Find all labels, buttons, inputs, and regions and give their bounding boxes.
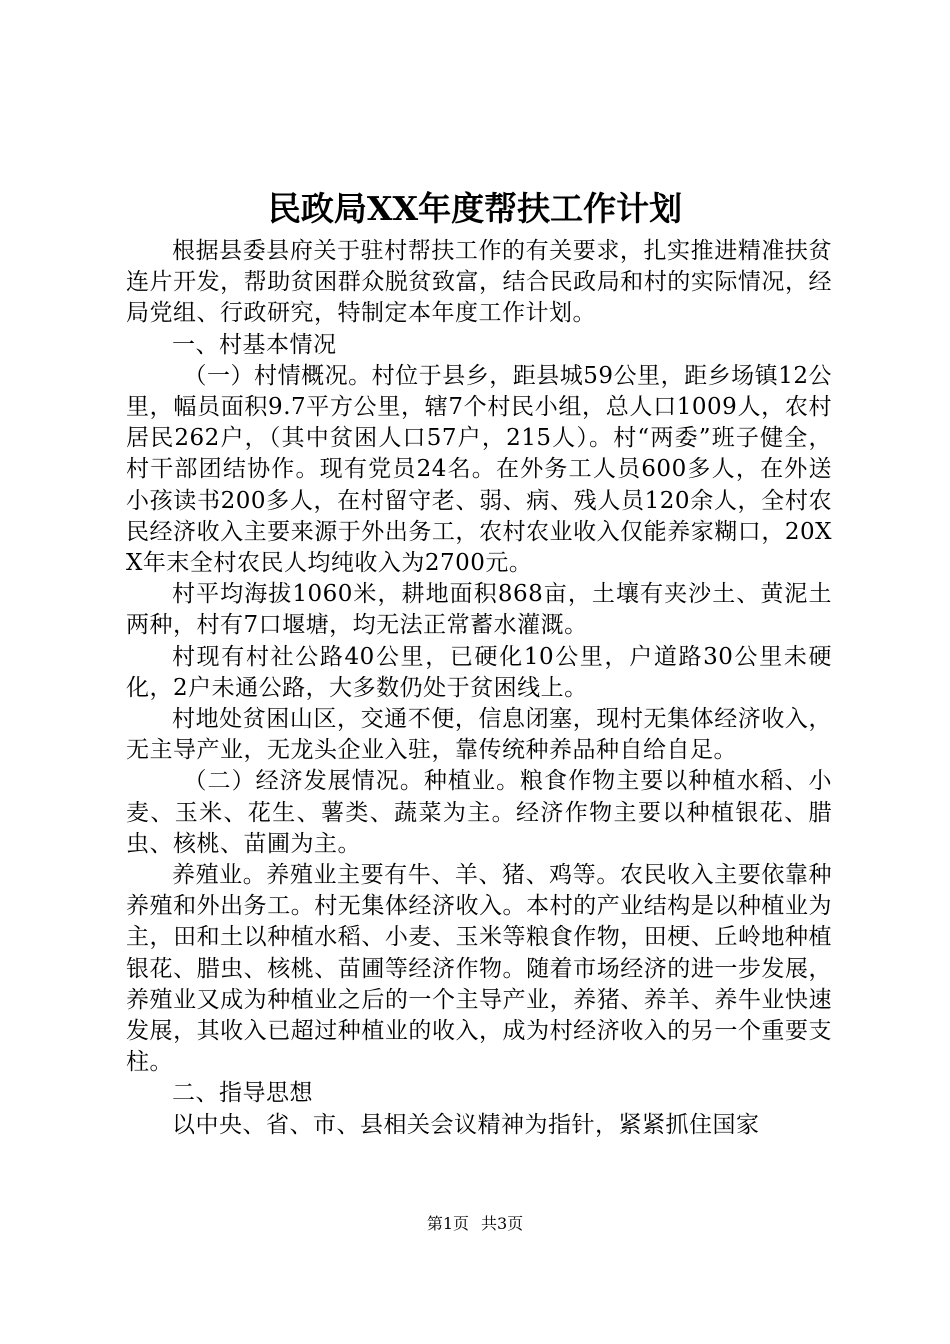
paragraph-roads: 村现有村社公路40公里，已硬化10公里，户道路30公里未硬化，2户未通公路，大多数仍处于贫困线上。 [126,643,832,701]
paragraph-poverty-area: 村地处贫困山区，交通不便，信息闭塞，现村无集体经济收入，无主导产业，无龙头企业入驻，靠传统种养品种自给自足。 [126,706,832,764]
page-footer [0,1212,950,1236]
section-heading-1: 一、村基本情况 [172,331,337,358]
document-title: 民政局XX年度帮扶工作计划 [267,189,683,228]
paragraph-guiding: 以中央、省、市、县相关会议精神为指针，紧紧抓住国家 [172,1111,760,1138]
paragraph-breeding: 养殖业。养殖业主要有牛、羊、猪、鸡等。农民收入主要依靠种养殖和外出务工。村无集体经济收入。本村的产业结构是以种植业为主，田和土以种植水稻、小麦、玉米等粮食作物，田梗、丘岭地种植银花、腊虫、核桃、苗圃等经济作物。随着市场经济的进一步发展，养殖业又成为种植业之后的一个主导产业，养猪、养羊、养牛业快速发展，其收入已超过种植业的收入，成为村经济收入的另一个重要支柱。 [126,862,832,1076]
document-body [126,236,832,1141]
paragraph-village-overview: （一）村情概况。村位于县乡，距县城59公里，距乡场镇12公里，幅员面积9.7平方公里，辖7个村民小组，总人口1009人，农村居民262户，（其中贫困人口57户，215人）。村“两委”班子健全，村干部团结协作。现有党员24名。在外务工人员600多人，在外送小孩读书200多人，在村留守老、弱、病、残人员120余人，全村农民经济收入主要来源于外出务工，农村农业收入仅能养家糊口，20XX年末全村农民人均纯收入为2700元。 [126,362,832,577]
paragraph-economy: （二）经济发展情况。种植业。粮食作物主要以种植水稻、小麦、玉米、花生、薯类、蔬菜为主。经济作物主要以种植银花、腊虫、核桃、苗圃为主。 [126,768,832,857]
page-number: 第1页 [426,1214,469,1233]
paragraph-altitude: 村平均海拔1060米，耕地面积868亩，土壤有夹沙土、黄泥土两种，村有7口堰塘，均无法正常蓄水灌溉。 [126,581,832,639]
page-total: 共3页 [481,1214,524,1233]
section-heading-2: 二、指导思想 [172,1080,313,1107]
paragraph-intro: 根据县委县府关于驻村帮扶工作的有关要求，扎实推进精准扶贫连片开发，帮助贫困群众脱贫致富，结合民政局和村的实际情况，经局党组、行政研究，特制定本年度工作计划。 [126,238,832,327]
